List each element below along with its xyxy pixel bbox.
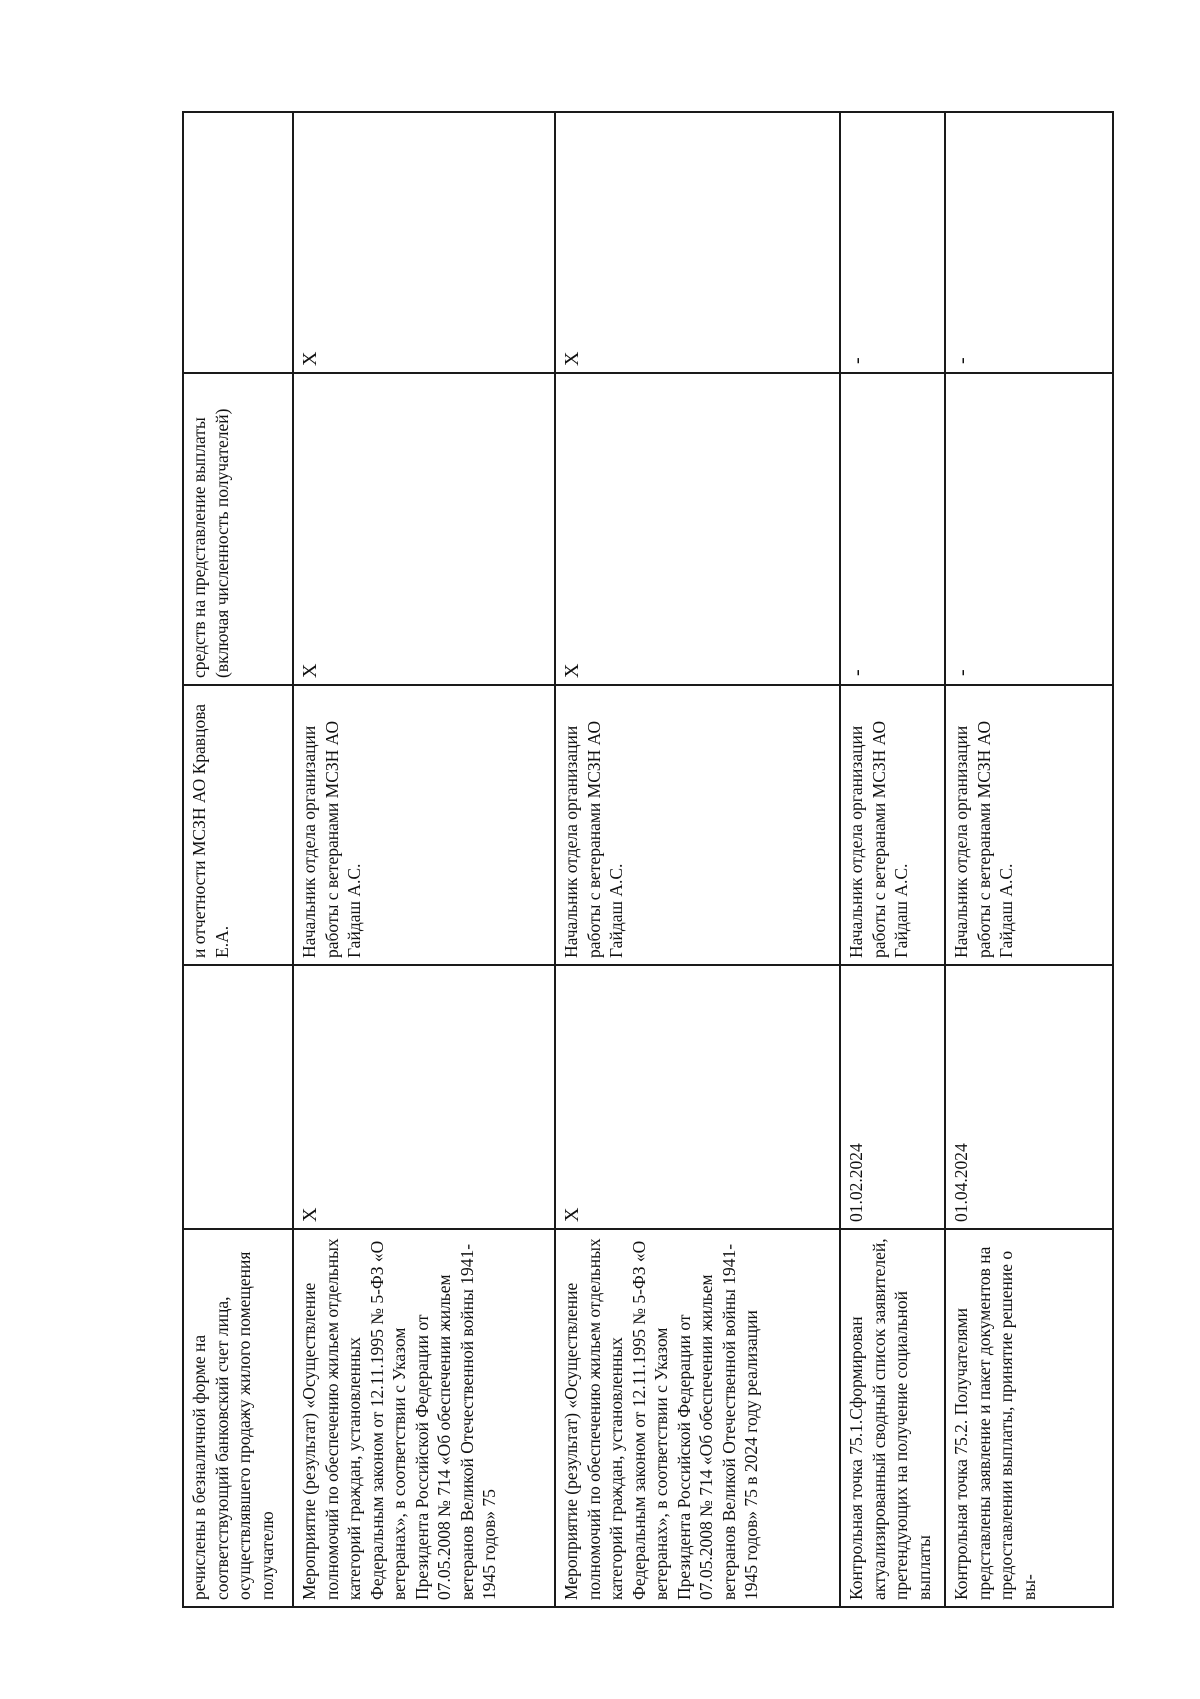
info-system-cell: [555, 112, 840, 373]
event-cell: [293, 1229, 555, 1607]
date-cell: [555, 965, 840, 1229]
info-system-cell: [945, 112, 1113, 373]
document-cell: [183, 373, 293, 685]
rotated-table-full: [182, 113, 1112, 1608]
responsible-cell: [183, 685, 293, 965]
responsible-cell: [840, 685, 945, 965]
date-text: 01.02.2024: [846, 1143, 866, 1222]
date-mark: X: [561, 1207, 583, 1222]
responsible-text: Начальник отдела организации работы с ветеранами МСЗН АО Гайдаш А.С.: [846, 720, 911, 958]
table-row: [555, 112, 840, 1607]
table-row: [840, 112, 945, 1607]
responsible-text: и отчетности МСЗН АО Кравцова Е.А.: [189, 704, 232, 958]
responsible-cell: [945, 685, 1113, 965]
plan-table-full: [182, 111, 1114, 1608]
date-cell: [293, 965, 555, 1229]
table-row: [945, 112, 1113, 1607]
table-row: [293, 112, 555, 1607]
info-system-dash: -: [951, 357, 973, 364]
event-text: Мероприятие (результат) «Осуществление полномочий по обеспечению жильем отдельных категорий граждан, установленных Федеральным законом от 12.11.1995 № 5-ФЗ «О ветеранах», в соответствии с Указом Президента Российской Федерации от 07.05.2008 № 714 «Об обеспечении жильем ветеранов Великой Отечественной войны 1941-1945 годов» 75: [299, 1238, 499, 1600]
event-cell: [840, 1229, 945, 1607]
document-cell: [293, 373, 555, 685]
info-system-mark: X: [561, 351, 583, 366]
info-system-cell: [293, 112, 555, 373]
event-text: Мероприятие (результат) «Осуществление полномочий по обеспечению жильем отдельных категорий граждан, установленных Федеральным законом от 12.11.1995 № 5-ФЗ «О ветеранах», в соответствии с Указом Президента Российской Федерации от 07.05.2008 № 714 «Об обеспечении жильем ветеранов Великой Отечественной войны 1941-1945 годов» 75 в 2024 году реализации: [561, 1238, 761, 1600]
document-mark: X: [299, 663, 321, 678]
info-system-cell: [183, 112, 293, 373]
document-text: средств на представление выплаты (включая численность получателей): [189, 408, 232, 678]
event-cell: [555, 1229, 840, 1607]
document-cell: [555, 373, 840, 685]
table-row: [183, 112, 293, 1607]
document-cell: [840, 373, 945, 685]
document-cell: [945, 373, 1113, 685]
responsible-cell: [293, 685, 555, 965]
info-system-dash: -: [846, 357, 868, 364]
document-dash: -: [846, 669, 868, 676]
event-text: Контрольная точка 75.2. Получателями представлены заявление и пакет документов на предоставлении выплаты, принятие решение о вы-: [951, 1246, 1039, 1600]
info-system-mark: X: [299, 351, 321, 366]
event-text: речислены в безналичной форме на соответствующий банковский счет лица, осуществлявшего продажу жилого помещения получателю: [189, 1251, 277, 1600]
event-cell: [945, 1229, 1113, 1607]
responsible-text: Начальник отдела организации работы с ветеранами МСЗН АО Гайдаш А.С.: [561, 720, 626, 958]
date-cell: [945, 965, 1113, 1229]
responsible-cell: [555, 685, 840, 965]
date-text: 01.04.2024: [951, 1143, 971, 1222]
responsible-text: Начальник отдела организации работы с ветеранами МСЗН АО Гайдаш А.С.: [951, 720, 1016, 958]
info-system-cell: [840, 112, 945, 373]
event-cell: [183, 1229, 293, 1607]
responsible-text: Начальник отдела организации работы с ветеранами МСЗН АО Гайдаш А.С.: [299, 720, 364, 958]
document-mark: X: [561, 663, 583, 678]
document-dash: -: [951, 669, 973, 676]
date-cell: [183, 965, 293, 1229]
date-cell: [840, 965, 945, 1229]
date-mark: X: [299, 1207, 321, 1222]
event-text: Контрольная точка 75.1.Сформирован актуализированный сводный список заявителей, претендующих на получение социальной выплаты: [846, 1238, 934, 1600]
